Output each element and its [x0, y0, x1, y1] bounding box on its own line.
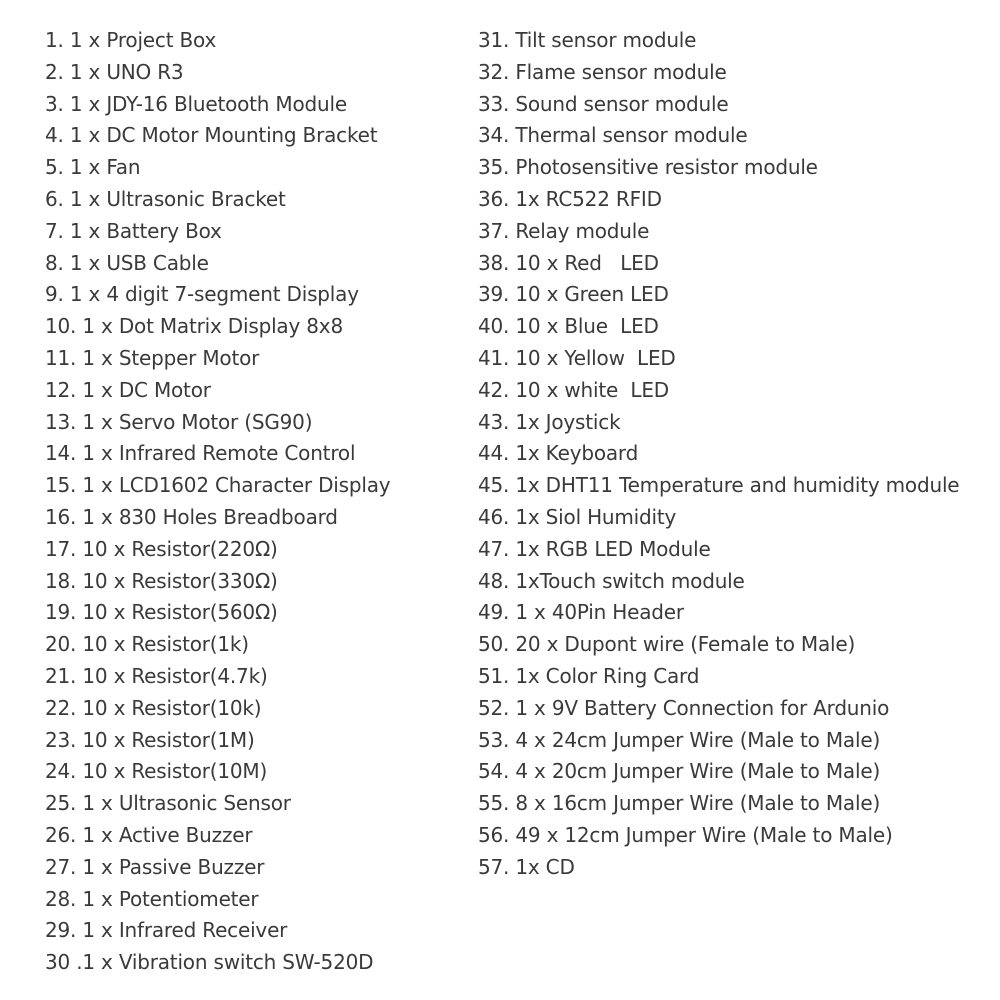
- list-item: 18. 10 x Resistor(330Ω): [45, 568, 278, 593]
- list-item: 16. 1 x 830 Holes Breadboard: [45, 504, 338, 529]
- list-item: 53. 4 x 24cm Jumper Wire (Male to Male): [478, 727, 881, 752]
- list-item: 26. 1 x Active Buzzer: [45, 822, 253, 847]
- list-item: 11. 1 x Stepper Motor: [45, 345, 260, 370]
- list-item: 47. 1x RGB LED Module: [478, 536, 711, 561]
- list-item: 4. 1 x DC Motor Mounting Bracket: [45, 123, 378, 148]
- list-item: 14. 1 x Infrared Remote Control: [45, 441, 356, 466]
- list-item: 41. 10 x Yellow LED: [478, 345, 676, 370]
- list-item: 40. 10 x Blue LED: [478, 314, 659, 339]
- list-item: 10. 1 x Dot Matrix Display 8x8: [45, 314, 343, 339]
- list-item: 8. 1 x USB Cable: [45, 250, 209, 275]
- list-item: 42. 10 x white LED: [478, 377, 669, 402]
- list-item: 44. 1x Keyboard: [478, 441, 639, 466]
- list-item: 51. 1x Color Ring Card: [478, 663, 700, 688]
- list-item: 43. 1x Joystick: [478, 409, 621, 434]
- list-item: 7. 1 x Battery Box: [45, 218, 222, 243]
- list-item: 49. 1 x 40Pin Header: [478, 600, 684, 625]
- list-item: 23. 10 x Resistor(1M): [45, 727, 255, 752]
- list-item: 5. 1 x Fan: [45, 155, 141, 180]
- list-item: 55. 8 x 16cm Jumper Wire (Male to Male): [478, 791, 881, 816]
- list-item: 56. 49 x 12cm Jumper Wire (Male to Male): [478, 822, 893, 847]
- list-item: 52. 1 x 9V Battery Connection for Ardunio: [478, 695, 890, 720]
- list-item: 34. Thermal sensor module: [478, 123, 748, 148]
- list-item: 20. 10 x Resistor(1k): [45, 632, 249, 657]
- list-item: 3. 1 x JDY-16 Bluetooth Module: [45, 91, 347, 116]
- list-item: 6. 1 x Ultrasonic Bracket: [45, 186, 286, 211]
- list-item: 35. Photosensitive resistor module: [478, 155, 818, 180]
- list-item: 19. 10 x Resistor(560Ω): [45, 600, 278, 625]
- list-item: 22. 10 x Resistor(10k): [45, 695, 262, 720]
- list-item: 39. 10 x Green LED: [478, 282, 669, 307]
- list-item: 45. 1x DHT11 Temperature and humidity module: [478, 473, 960, 498]
- list-item: 50. 20 x Dupont wire (Female to Male): [478, 632, 856, 657]
- list-item: 48. 1xTouch switch module: [478, 568, 745, 593]
- list-item: 32. Flame sensor module: [478, 59, 727, 84]
- parts-list-left-column: [45, 25, 465, 979]
- list-item: 31. Tilt sensor module: [478, 28, 697, 52]
- list-item: 2. 1 x UNO R3: [45, 59, 184, 84]
- list-item: 9. 1 x 4 digit 7-segment Display: [45, 282, 359, 307]
- list-item: 37. Relay module: [478, 218, 650, 243]
- list-item: 15. 1 x LCD1602 Character Display: [45, 473, 391, 498]
- list-item: 57. 1x CD: [478, 854, 575, 879]
- list-item: 38. 10 x Red LED: [478, 250, 659, 275]
- list-item: 12. 1 x DC Motor: [45, 377, 211, 402]
- list-item: 1. 1 x Project Box: [45, 28, 217, 52]
- list-item: 54. 4 x 20cm Jumper Wire (Male to Male): [478, 759, 881, 784]
- list-item: 27. 1 x Passive Buzzer: [45, 854, 265, 879]
- list-item: 21. 10 x Resistor(4.7k): [45, 663, 268, 688]
- list-item: 36. 1x RC522 RFID: [478, 186, 662, 211]
- list-item: 30 .1 x Vibration switch SW-520D: [45, 950, 374, 975]
- list-item: 24. 10 x Resistor(10M): [45, 759, 268, 784]
- list-item: 46. 1x Siol Humidity: [478, 504, 677, 529]
- list-item: 29. 1 x Infrared Receiver: [45, 918, 288, 943]
- list-item: 33. Sound sensor module: [478, 91, 729, 116]
- list-item: 17. 10 x Resistor(220Ω): [45, 536, 278, 561]
- parts-list-right-column: [478, 25, 993, 884]
- list-item: 13. 1 x Servo Motor (SG90): [45, 409, 313, 434]
- list-item: 25. 1 x Ultrasonic Sensor: [45, 791, 291, 816]
- list-item: 28. 1 x Potentiometer: [45, 886, 259, 911]
